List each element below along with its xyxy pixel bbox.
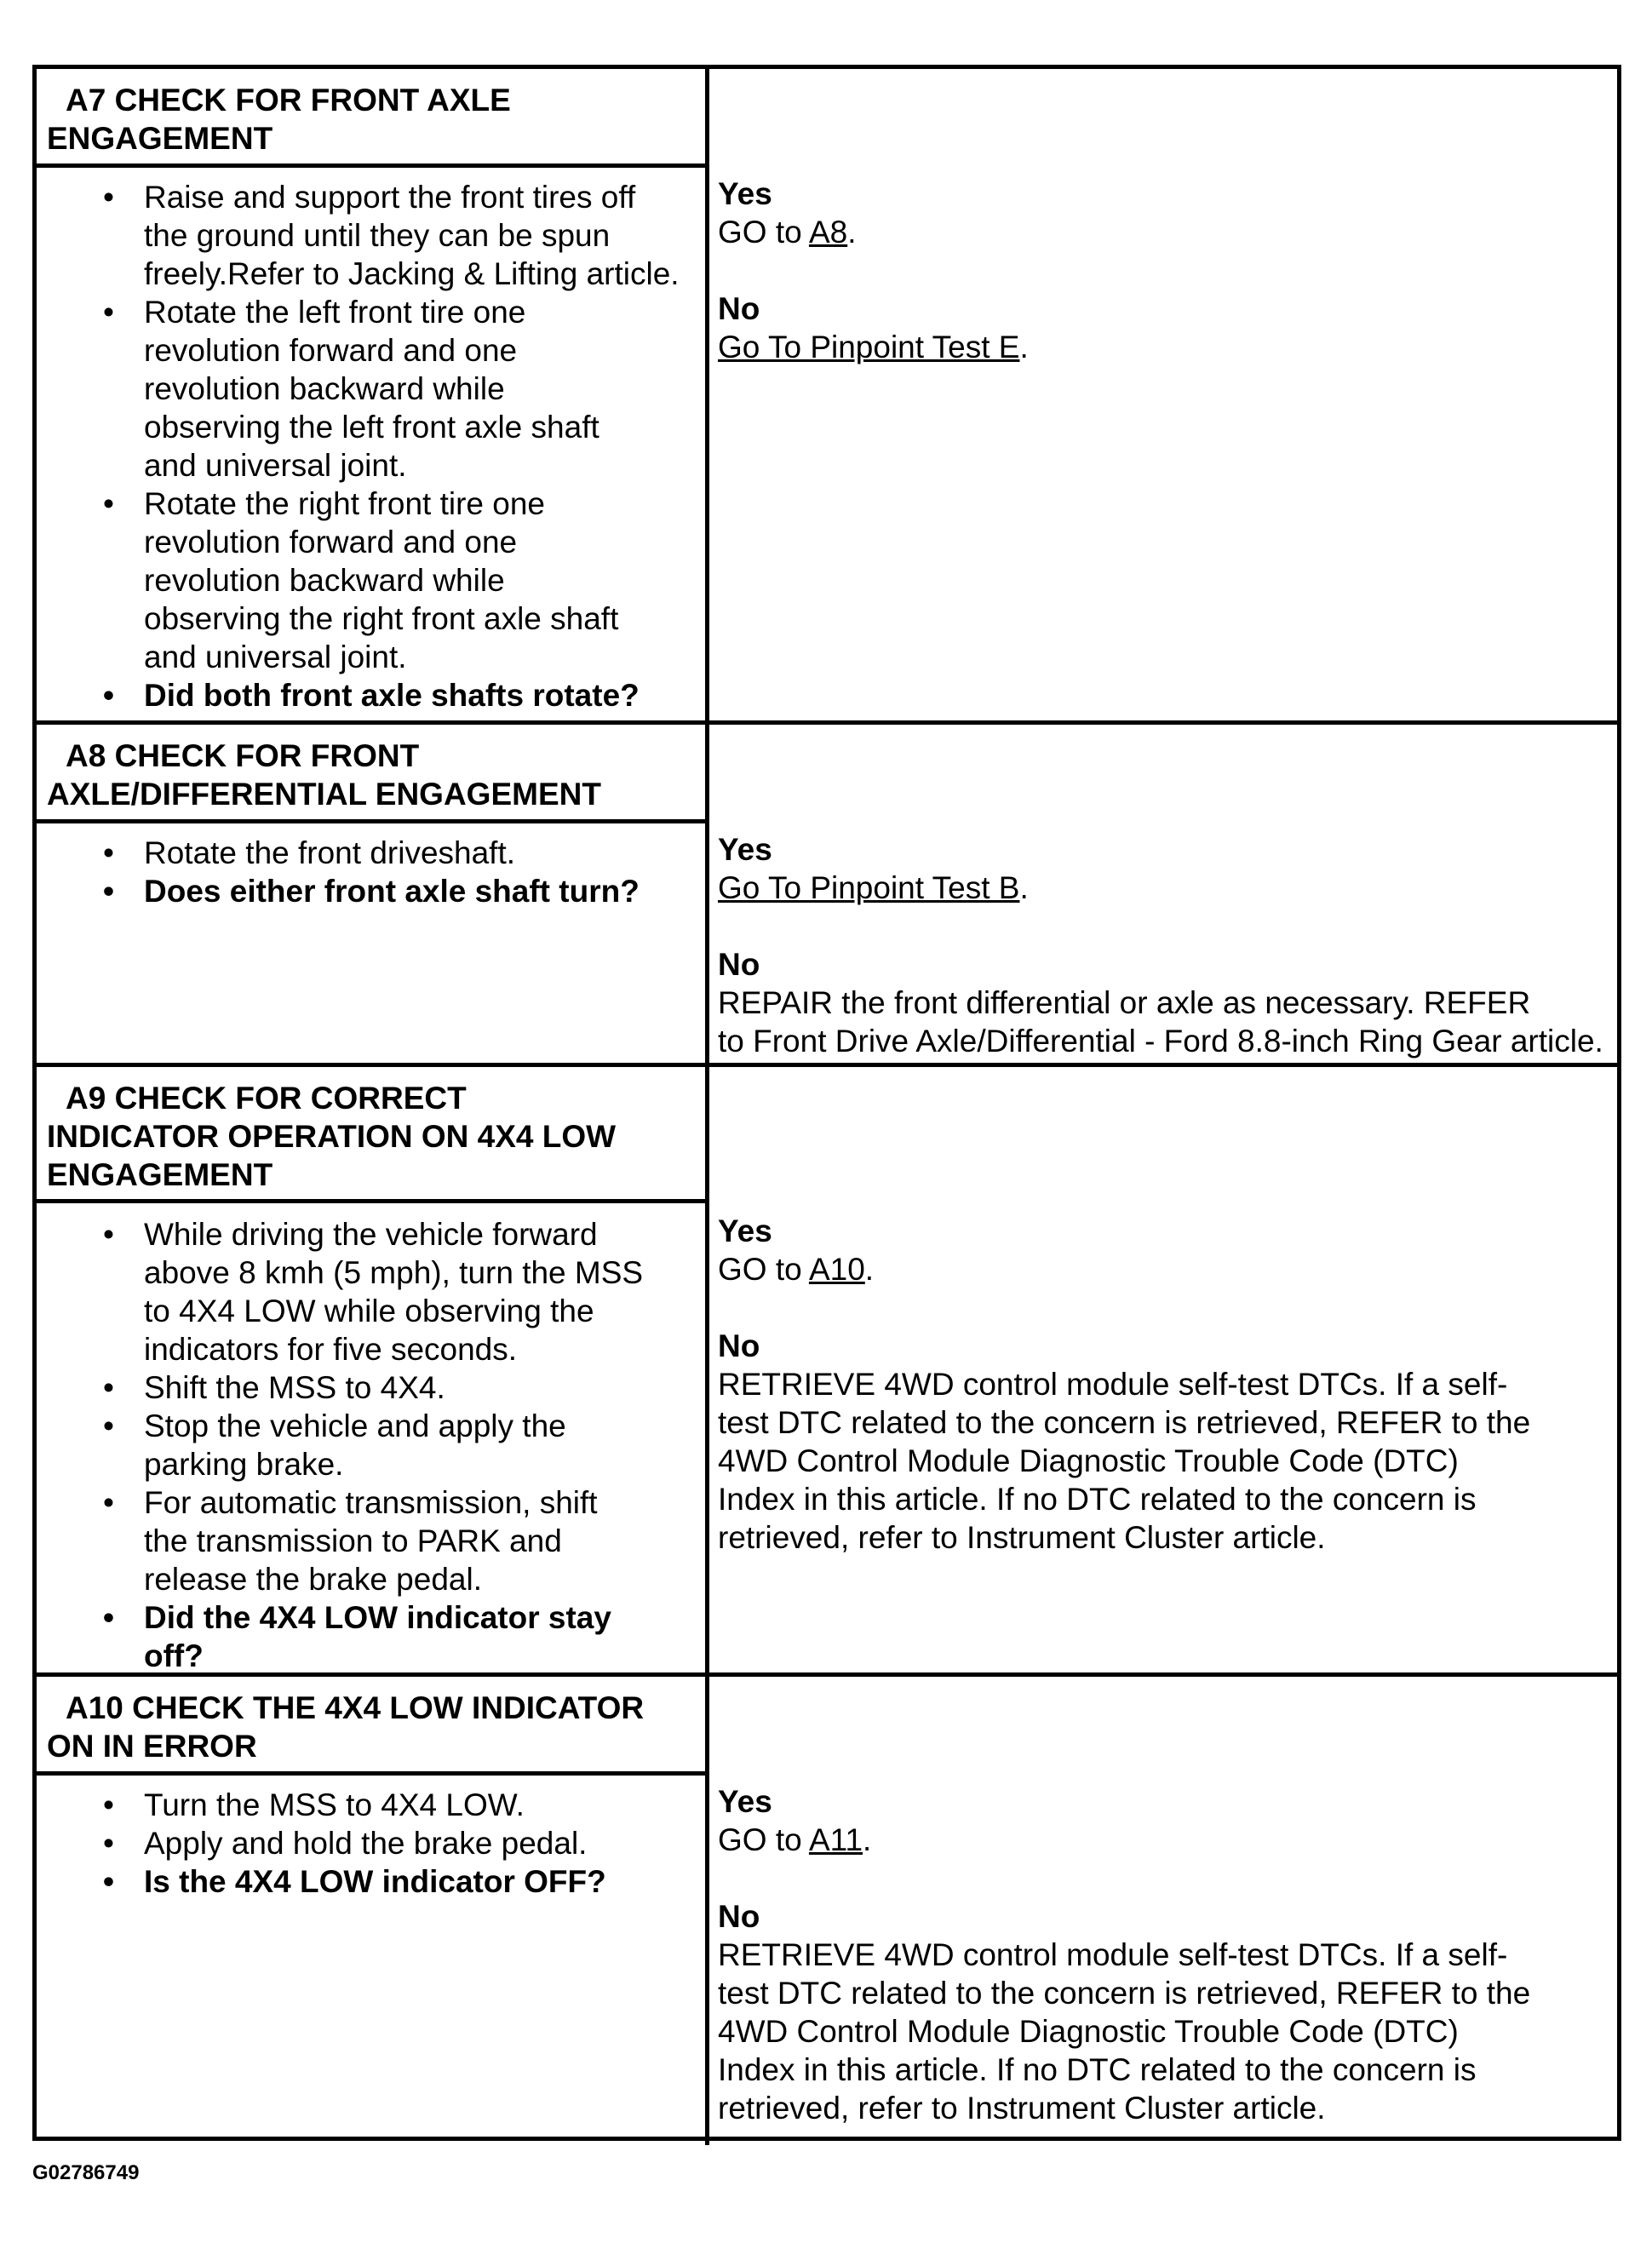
bullet-icon: • — [103, 1864, 114, 1899]
action-line: Rotate the left front tire one — [144, 295, 526, 330]
action-line: to 4X4 LOW while observing the — [144, 1294, 594, 1328]
no-result-line: RETRIEVE 4WD control module self-test DTCs. If a self- — [718, 1367, 1508, 1402]
step-row-a8 — [37, 720, 1617, 1067]
result-spacer — [718, 1859, 1610, 1897]
action-question — [103, 676, 705, 714]
action-line: release the brake pedal. — [144, 1562, 482, 1597]
result-column — [718, 1212, 1610, 1557]
step-title-line: A10 CHECK THE 4X4 LOW INDICATOR — [66, 1690, 645, 1725]
action-line: revolution backward while — [144, 563, 505, 598]
yes-link[interactable]: A11 — [808, 1822, 863, 1857]
step-title-line: ENGAGEMENT — [47, 1157, 273, 1192]
action-line: and universal joint. — [144, 640, 407, 674]
column-divider — [705, 1067, 709, 1677]
action-line: revolution forward and one — [144, 525, 518, 559]
no-result-line: retrieved, refer to Instrument Cluster article. — [718, 1520, 1326, 1555]
bullet-icon: • — [103, 295, 114, 330]
no-label: No — [718, 1328, 760, 1363]
action-line: Stop the vehicle and apply the — [144, 1408, 566, 1443]
result-spacer — [718, 1288, 1610, 1327]
action-line: observing the right front axle shaft — [144, 601, 619, 636]
action-list — [37, 1215, 705, 1675]
bullet-icon: • — [103, 486, 114, 521]
bullet-icon: • — [103, 874, 114, 909]
bullet-icon: • — [103, 1217, 114, 1252]
yes-suffix: . — [863, 1822, 872, 1857]
bullet-icon: • — [103, 835, 114, 870]
yes-suffix: . — [847, 215, 857, 250]
action-line: Raise and support the front tires off — [144, 180, 636, 215]
yes-suffix: . — [1019, 870, 1029, 905]
yes-link[interactable]: A10 — [808, 1252, 865, 1287]
action-list — [37, 834, 705, 910]
result-spacer — [718, 251, 1610, 290]
yes-label: Yes — [718, 176, 772, 211]
step-title-line: A7 CHECK FOR FRONT AXLE — [66, 83, 511, 118]
action-line: Apply and hold the brake pedal. — [144, 1826, 588, 1861]
step-row-a7 — [37, 69, 1617, 725]
action-line: revolution forward and one — [144, 333, 518, 368]
result-spacer — [718, 907, 1610, 945]
bullet-icon: • — [103, 1370, 114, 1405]
no-result-line: Index in this article. If no DTC related to the concern is — [718, 2052, 1477, 2087]
bullet-icon: • — [103, 1600, 114, 1635]
yes-prefix: GO to — [718, 1822, 809, 1857]
step-title — [37, 1067, 705, 1203]
yes-suffix: . — [864, 1252, 875, 1287]
action-line: Shift the MSS to 4X4. — [144, 1370, 445, 1405]
step-title — [37, 69, 705, 168]
yes-result — [718, 869, 1610, 907]
step-title — [37, 725, 705, 823]
action-item — [103, 1824, 705, 1862]
yes-prefix: GO to — [718, 215, 809, 250]
action-line: the transmission to PARK and — [144, 1523, 562, 1558]
action-item — [103, 1483, 705, 1598]
no-result-line: 4WD Control Module Diagnostic Trouble Code (DTC) — [718, 1443, 1459, 1478]
no-result — [718, 328, 1610, 366]
figure-id: G02786749 — [32, 2161, 140, 2184]
no-result-line: 4WD Control Module Diagnostic Trouble Code (DTC) — [718, 2014, 1459, 2049]
action-line: Did the 4X4 LOW indicator stay — [144, 1600, 611, 1635]
no-result-line: test DTC related to the concern is retrieved, REFER to the — [718, 1976, 1531, 2011]
yes-result — [718, 213, 1610, 251]
no-result-line: test DTC related to the concern is retrieved, REFER to the — [718, 1405, 1531, 1440]
yes-label: Yes — [718, 1213, 772, 1248]
action-item — [103, 1407, 705, 1483]
bullet-icon: • — [103, 1408, 114, 1443]
action-line: revolution backward while — [144, 371, 505, 406]
no-label: No — [718, 947, 760, 982]
action-list — [37, 1786, 705, 1901]
step-row-a9 — [37, 1063, 1617, 1677]
yes-label: Yes — [718, 1784, 772, 1819]
action-line: the ground until they can be spun — [144, 218, 611, 253]
action-item — [103, 293, 705, 485]
action-item — [103, 834, 705, 872]
bullet-icon: • — [103, 1485, 114, 1520]
column-divider — [705, 69, 709, 725]
result-column — [718, 830, 1610, 1060]
step-row-a10 — [37, 1672, 1617, 2145]
action-line: above 8 kmh (5 mph), turn the MSS — [144, 1255, 644, 1290]
yes-result — [718, 1250, 1610, 1288]
column-divider — [705, 725, 709, 1067]
yes-result — [718, 1821, 1610, 1859]
bullet-icon: • — [103, 180, 114, 215]
no-result-line: Index in this article. If no DTC related to the concern is — [718, 1482, 1477, 1517]
action-line: freely.Refer to Jacking & Lifting article. — [144, 256, 680, 291]
bullet-icon: • — [103, 678, 114, 713]
action-list — [37, 178, 705, 714]
action-line: Did both front axle shafts rotate? — [144, 678, 640, 713]
action-line: Is the 4X4 LOW indicator OFF? — [144, 1864, 606, 1899]
action-item — [103, 1786, 705, 1824]
action-line: Rotate the right front tire one — [144, 486, 545, 521]
no-label: No — [718, 1899, 760, 1934]
result-column — [718, 1782, 1610, 2127]
no-result-line: RETRIEVE 4WD control module self-test DTCs. If a self- — [718, 1937, 1508, 1972]
step-title-line: AXLE/DIFFERENTIAL ENGAGEMENT — [47, 777, 601, 812]
step-title-line: ENGAGEMENT — [47, 121, 273, 156]
action-question — [103, 1598, 705, 1675]
step-title-line: INDICATOR OPERATION ON 4X4 LOW — [47, 1119, 617, 1154]
action-line: indicators for five seconds. — [144, 1332, 518, 1367]
action-line: and universal joint. — [144, 448, 407, 483]
action-line: parking brake. — [144, 1447, 344, 1482]
action-line: Turn the MSS to 4X4 LOW. — [144, 1787, 525, 1822]
no-result-line: REPAIR the front differential or axle as necessary. REFER — [718, 985, 1531, 1020]
action-question — [103, 872, 705, 910]
result-column — [718, 175, 1610, 366]
action-line: off? — [144, 1638, 204, 1673]
column-divider — [705, 1677, 709, 2145]
yes-prefix: GO to — [718, 1252, 809, 1287]
yes-link[interactable]: A8 — [808, 215, 848, 250]
step-title-line: A9 CHECK FOR CORRECT — [66, 1081, 467, 1116]
action-item — [103, 1368, 705, 1407]
yes-label: Yes — [718, 832, 772, 867]
step-title-line: A8 CHECK FOR FRONT — [66, 738, 420, 773]
bullet-icon: • — [103, 1826, 114, 1861]
yes-link[interactable]: Go To Pinpoint Test B — [718, 870, 1020, 905]
step-title-line: ON IN ERROR — [47, 1729, 257, 1764]
action-line: For automatic transmission, shift — [144, 1485, 598, 1520]
no-result-line: retrieved, refer to Instrument Cluster article. — [718, 2091, 1326, 2126]
diagnostic-table — [32, 65, 1621, 2141]
action-item — [103, 485, 705, 676]
action-question — [103, 1862, 705, 1901]
no-result-line: to Front Drive Axle/Differential - Ford 8.8-inch Ring Gear article. — [718, 1024, 1603, 1059]
step-title — [37, 1677, 705, 1776]
action-item — [103, 178, 705, 293]
action-line: While driving the vehicle forward — [144, 1217, 598, 1252]
action-line: Does either front axle shaft turn? — [144, 874, 640, 909]
no-suffix: . — [1019, 330, 1029, 364]
action-line: observing the left front axle shaft — [144, 410, 599, 445]
bullet-icon: • — [103, 1787, 114, 1822]
action-item — [103, 1215, 705, 1368]
no-label: No — [718, 291, 760, 326]
no-link[interactable]: Go To Pinpoint Test E — [718, 330, 1020, 364]
action-line: Rotate the front driveshaft. — [144, 835, 516, 870]
